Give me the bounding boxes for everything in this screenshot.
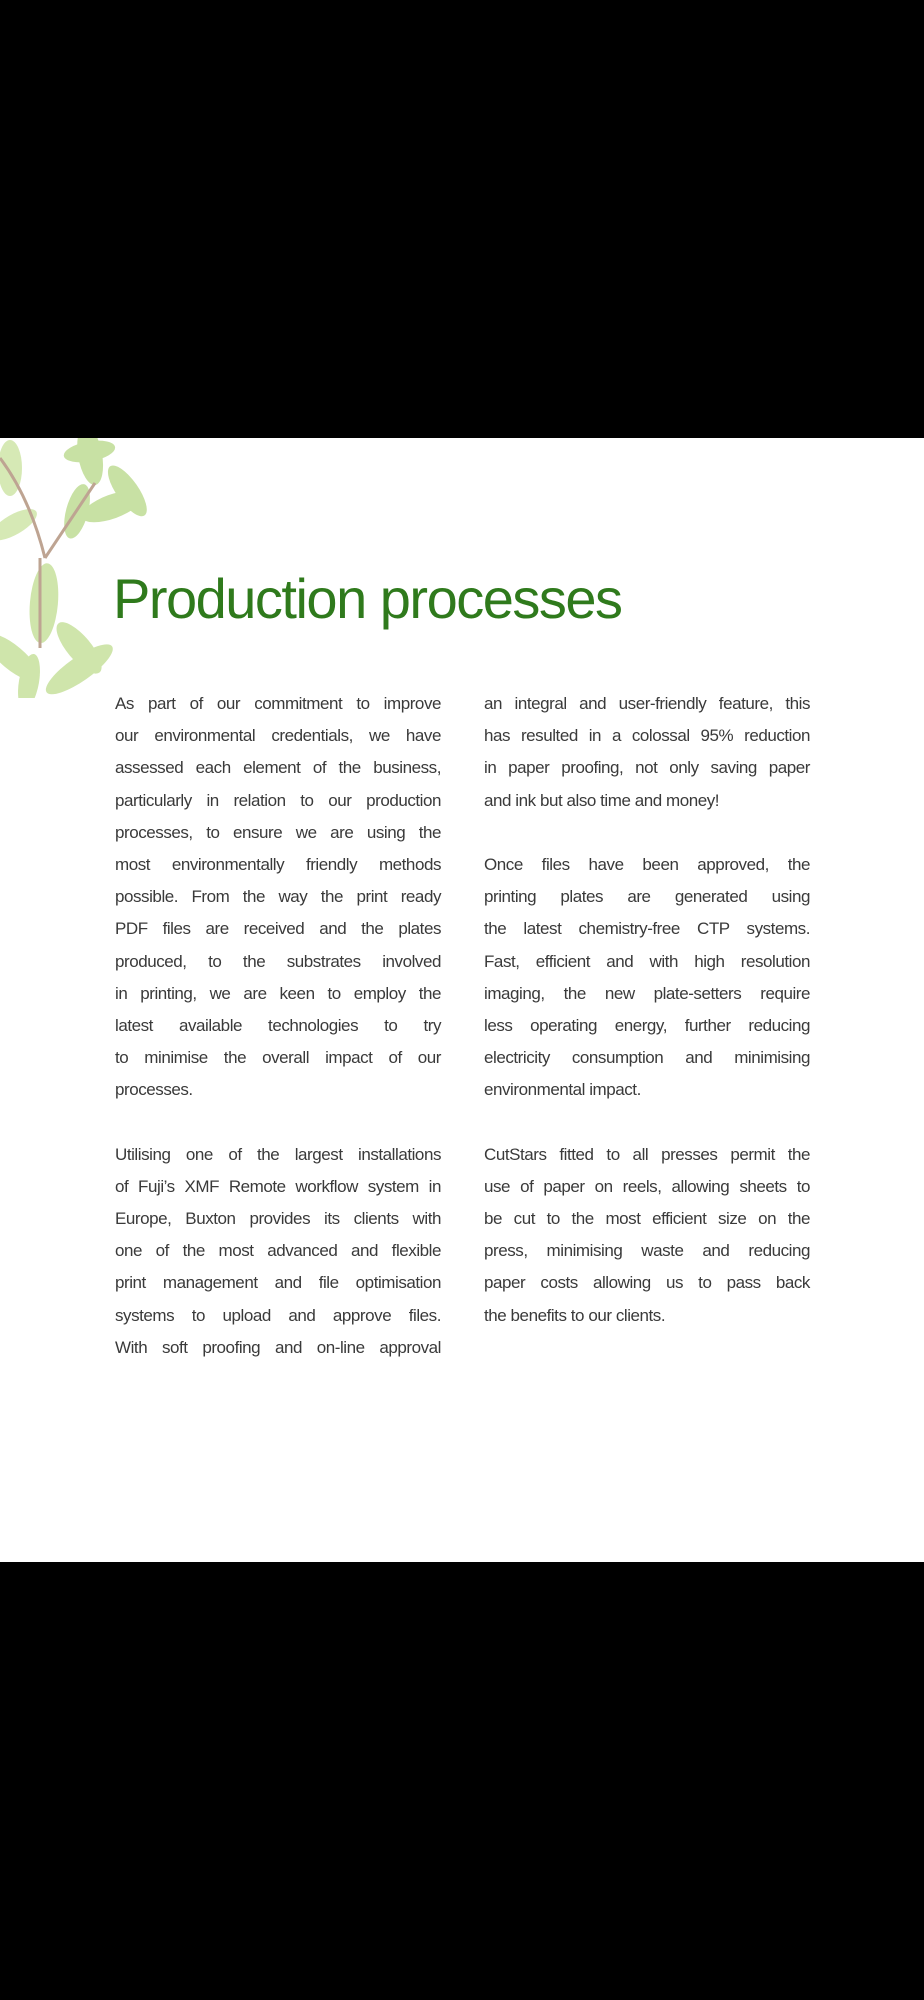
body-text-line: assessed each element of the business,: [115, 758, 441, 778]
body-text-line: an integral and user-friendly feature, this: [484, 694, 810, 713]
body-text-line: imaging, the new plate-setters require: [484, 983, 810, 1003]
paragraph-gap: [484, 1106, 810, 1138]
paragraph-gap: [115, 1106, 441, 1138]
body-text-line: be cut to the most efficient size on the: [484, 1209, 810, 1228]
body-text-line: With soft proofing and on-line approval: [115, 1337, 441, 1357]
paragraph-gap: [484, 817, 810, 849]
body-text-line: Once files have been approved, the: [484, 854, 810, 874]
body-text-line: possible. From the way the print ready: [115, 887, 441, 907]
body-text-line: latest available technologies to try: [115, 1015, 441, 1035]
left-text-column: [115, 688, 441, 1364]
body-text-line: has resulted in a colossal 95% reduction: [484, 726, 810, 746]
body-text-line: in printing, we are keen to employ the: [115, 983, 441, 1003]
body-text-line: electricity consumption and minimising: [484, 1048, 810, 1068]
body-text-line: print management and file optimisation: [115, 1273, 441, 1293]
body-text-line: the latest chemistry-free CTP systems.: [484, 919, 810, 939]
body-text-line: and ink but also time and money!: [484, 790, 720, 810]
body-text-line: produced, to the substrates involved: [115, 951, 441, 971]
body-text-line: the benefits to our clients.: [484, 1305, 666, 1325]
body-text-line: particularly in relation to our production: [115, 790, 441, 810]
body-text-line: use of paper on reels, allowing sheets to: [484, 1176, 810, 1196]
body-text-line: processes.: [115, 1080, 193, 1100]
body-text-line: in paper proofing, not only saving paper: [484, 758, 810, 778]
document-page: [0, 438, 924, 1562]
body-text-line: processes, to ensure we are using the: [115, 822, 441, 842]
body-text-line: environmental impact.: [484, 1080, 641, 1100]
body-text-line: PDF files are received and the plates: [115, 919, 441, 939]
body-text-line: printing plates are generated using: [484, 887, 810, 907]
body-text-line: systems to upload and approve files.: [115, 1305, 441, 1325]
page-title: Production processes: [113, 567, 622, 630]
body-text-line: paper costs allowing us to pass back: [484, 1273, 810, 1293]
body-text-line: Utilising one of the largest installations: [115, 1144, 441, 1164]
body-text-line: As part of our commitment to improve: [115, 694, 441, 713]
body-text-line: Europe, Buxton provides its clients with: [115, 1209, 441, 1228]
body-text-line: one of the most advanced and flexible: [115, 1241, 441, 1261]
body-text-line: our environmental credentials, we have: [115, 726, 441, 746]
body-text-line: less operating energy, further reducing: [484, 1015, 810, 1035]
body-text-line: of Fuji’s XMF Remote workflow system in: [115, 1176, 441, 1196]
body-text-line: Fast, efficient and with high resolution: [484, 951, 810, 971]
body-text-line: to minimise the overall impact of our: [115, 1048, 441, 1068]
right-text-column: [484, 688, 810, 1332]
body-text-line: press, minimising waste and reducing: [484, 1241, 810, 1261]
body-text-line: CutStars fitted to all presses permit the: [484, 1144, 810, 1164]
body-text-line: most environmentally friendly methods: [115, 854, 441, 874]
